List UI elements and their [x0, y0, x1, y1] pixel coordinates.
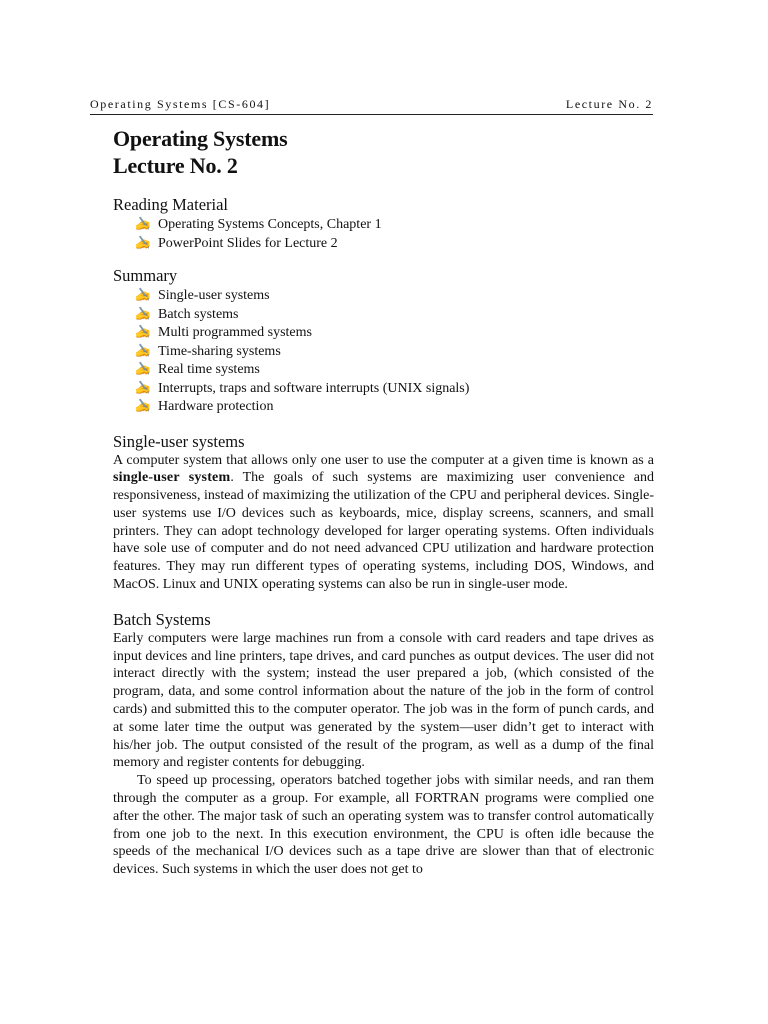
list-item: ✍ Multi programmed systems: [134, 324, 312, 340]
list-item: ✍ Hardware protection: [134, 398, 274, 414]
main-content: [113, 125, 654, 879]
pen-icon: ✍: [134, 287, 151, 302]
pen-icon: ✍: [134, 398, 151, 413]
batch-paragraph-1: Early computers were large machines run from a console with card readers and tape drives as input devices and line printers, tape drives, and card punches as output devices. The user did not interact directly with the system; instead the user prepared a job, (which consisted of the program, data, and some control information about the nature of the job in the form of control cards) and submitted this to the computer operator. The job was in the form of punch cards, and at some later time the output was generated by the system—user didn’t get to interact with his/her job. The output consisted of the result of the program, as well as a dump of the final memory and register contents for debugging.: [113, 630, 654, 771]
list-item: ✍ Interrupts, traps and software interrupts (UNIX signals): [134, 379, 470, 396]
reading-material-heading: Reading Material: [113, 195, 229, 214]
pen-icon: ✍: [134, 305, 151, 321]
header-course: Operating Systems [CS-604]: [90, 97, 271, 111]
list-item: ✍ Batch systems: [134, 305, 239, 322]
pen-icon: ✍: [134, 361, 151, 376]
running-header: [90, 92, 653, 115]
pen-icon: ✍: [134, 324, 151, 339]
single-user-paragraph: A computer system that allows only one user to use the computer at a given time is known as a single-user system. The goals of such systems are maximizing user convenience and responsiveness, instead of maximizing the utilization of the CPU and peripheral devices. Single-user systems use I/O devices such as keyboards, mice, display screens, scanners, and small printers. They can adopt technology developed for larger operating systems. Often individuals have sole use of computer and do not need advanced CPU utilization and hardware protection features. They may run different types of operating systems, including DOS, Windows, and MacOS. Linux and UNIX operating systems can also be run in single-user mode.: [113, 452, 654, 593]
pen-icon: ✍: [134, 342, 151, 358]
title-line-2: Lecture No. 2: [113, 153, 238, 178]
title-line-1: Operating Systems: [113, 126, 288, 151]
summary-list: [113, 286, 654, 416]
header-lecture: Lecture No. 2: [565, 97, 653, 111]
list-item: ✍ PowerPoint Slides for Lecture 2: [134, 234, 338, 251]
batch-paragraph-2: To speed up processing, operators batched together jobs with similar needs, and ran them through the computer as a group. For example, all FORTRAN programs were complied one after the other. The major task of such an operating system was to transfer control automatically from one job to the next. In this execution environment, the CPU is often idle because the speeds of the mechanical I/O devices such as a tape drive are slower than that of electronic devices. Such systems in which the user does not get to: [113, 773, 654, 878]
pen-icon: ✍: [134, 379, 151, 395]
reading-material-list: [113, 215, 654, 252]
key-term: single-user system: [113, 470, 231, 486]
list-item: ✍ Time-sharing systems: [134, 342, 281, 359]
list-item: ✍ Operating Systems Concepts, Chapter 1: [134, 216, 382, 232]
page-title: [113, 125, 654, 179]
summary-heading: Summary: [113, 266, 178, 285]
list-item: ✍ Single-user systems: [134, 287, 270, 303]
list-item: ✍ Real time systems: [134, 361, 260, 377]
single-user-heading: Single-user systems: [113, 431, 245, 451]
pen-icon: ✍: [134, 234, 151, 250]
batch-systems-heading: Batch Systems: [113, 609, 211, 629]
pen-icon: ✍: [134, 216, 151, 231]
